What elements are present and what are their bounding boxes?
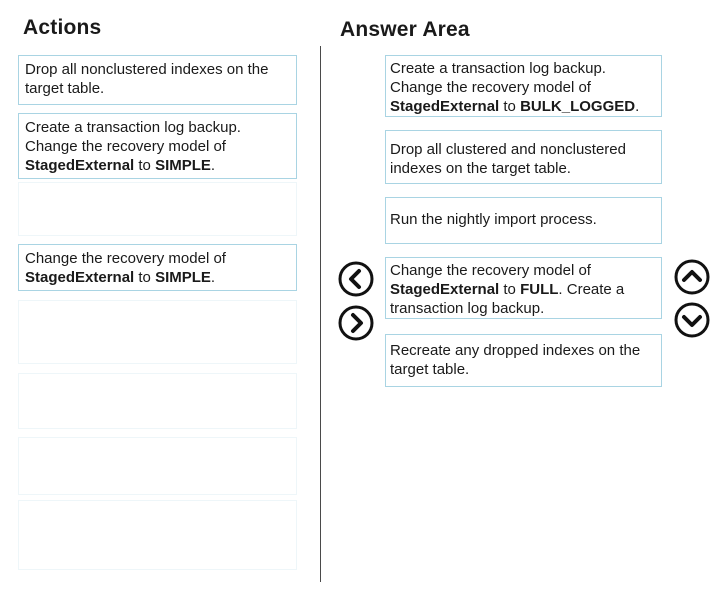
empty-action-slot xyxy=(18,373,297,429)
answer-item[interactable] xyxy=(385,334,662,387)
item-text-line xyxy=(25,249,290,268)
item-text-line xyxy=(390,78,657,97)
answer-item[interactable] xyxy=(385,55,662,117)
item-text: . xyxy=(210,269,216,286)
item-text: to xyxy=(499,98,521,115)
item-text-line xyxy=(390,261,657,280)
action-item[interactable] xyxy=(18,113,297,179)
empty-action-slot xyxy=(18,500,297,570)
answer-item[interactable] xyxy=(385,197,662,244)
item-text: to xyxy=(134,157,156,174)
item-text-line xyxy=(25,79,290,98)
item-text: Create a transaction log backup. xyxy=(25,119,241,136)
move-right-button[interactable] xyxy=(338,305,372,339)
item-text-line xyxy=(390,210,657,229)
item-text-bold: BULK_LOGGED xyxy=(520,98,636,115)
answer-item[interactable] xyxy=(385,130,662,184)
item-text: Create a transaction log backup. xyxy=(390,60,606,77)
item-text-bold: StagedExternal xyxy=(390,281,500,298)
move-left-button[interactable] xyxy=(338,261,372,295)
answer-area-heading: Answer Area xyxy=(340,18,470,41)
item-text-line xyxy=(390,280,657,299)
item-text-bold: FULL xyxy=(520,281,559,298)
item-text-bold: StagedExternal xyxy=(25,157,135,174)
circle-chevron-left-icon xyxy=(338,261,374,297)
item-text: Change the recovery model of xyxy=(25,250,226,267)
actions-heading: Actions xyxy=(23,16,102,39)
item-text-line xyxy=(390,140,657,159)
item-text: . xyxy=(635,98,640,115)
item-text-line xyxy=(25,156,290,175)
item-text-bold: StagedExternal xyxy=(390,98,500,115)
item-text: Change the recovery model of xyxy=(390,79,591,96)
circle-chevron-down-icon xyxy=(674,302,710,338)
answer-item[interactable] xyxy=(385,257,662,319)
item-text: Change the recovery model of xyxy=(390,262,591,279)
action-item[interactable] xyxy=(18,55,297,105)
item-text: Run the nightly import process. xyxy=(390,211,597,228)
empty-action-slot xyxy=(18,300,297,364)
item-text-line xyxy=(25,137,290,156)
item-text-line xyxy=(25,118,290,137)
item-text-bold: StagedExternal xyxy=(25,269,135,286)
item-text-line xyxy=(25,268,290,287)
item-text-line xyxy=(390,299,657,318)
item-text: Drop all clustered and nonclustered xyxy=(390,141,626,158)
move-up-button[interactable] xyxy=(674,259,708,293)
item-text: Drop all nonclustered indexes on the xyxy=(25,61,269,78)
item-text-bold: SIMPLE xyxy=(155,157,211,174)
item-text: Change the recovery model of xyxy=(25,138,226,155)
item-text: . Create a xyxy=(558,281,625,298)
move-down-button[interactable] xyxy=(674,302,708,336)
item-text: Recreate any dropped indexes on the xyxy=(390,342,641,359)
item-text-line xyxy=(390,159,657,178)
item-text-line xyxy=(390,360,657,379)
circle-chevron-up-icon xyxy=(674,259,710,295)
item-text-line xyxy=(390,341,657,360)
item-text-line xyxy=(25,60,290,79)
item-text: target table. xyxy=(390,361,470,378)
item-text-line xyxy=(390,59,657,78)
item-text-line xyxy=(390,97,657,116)
circle-chevron-right-icon xyxy=(338,305,374,341)
item-text: indexes on the target table. xyxy=(390,160,571,177)
item-text: to xyxy=(134,269,156,286)
empty-action-slot xyxy=(18,182,297,236)
action-item[interactable] xyxy=(18,244,297,291)
column-divider xyxy=(320,46,321,582)
item-text: to xyxy=(499,281,521,298)
item-text: . xyxy=(210,157,216,174)
item-text: transaction log backup. xyxy=(390,300,545,317)
empty-action-slot xyxy=(18,437,297,495)
item-text: target table. xyxy=(25,80,105,97)
item-text-bold: SIMPLE xyxy=(155,269,211,286)
